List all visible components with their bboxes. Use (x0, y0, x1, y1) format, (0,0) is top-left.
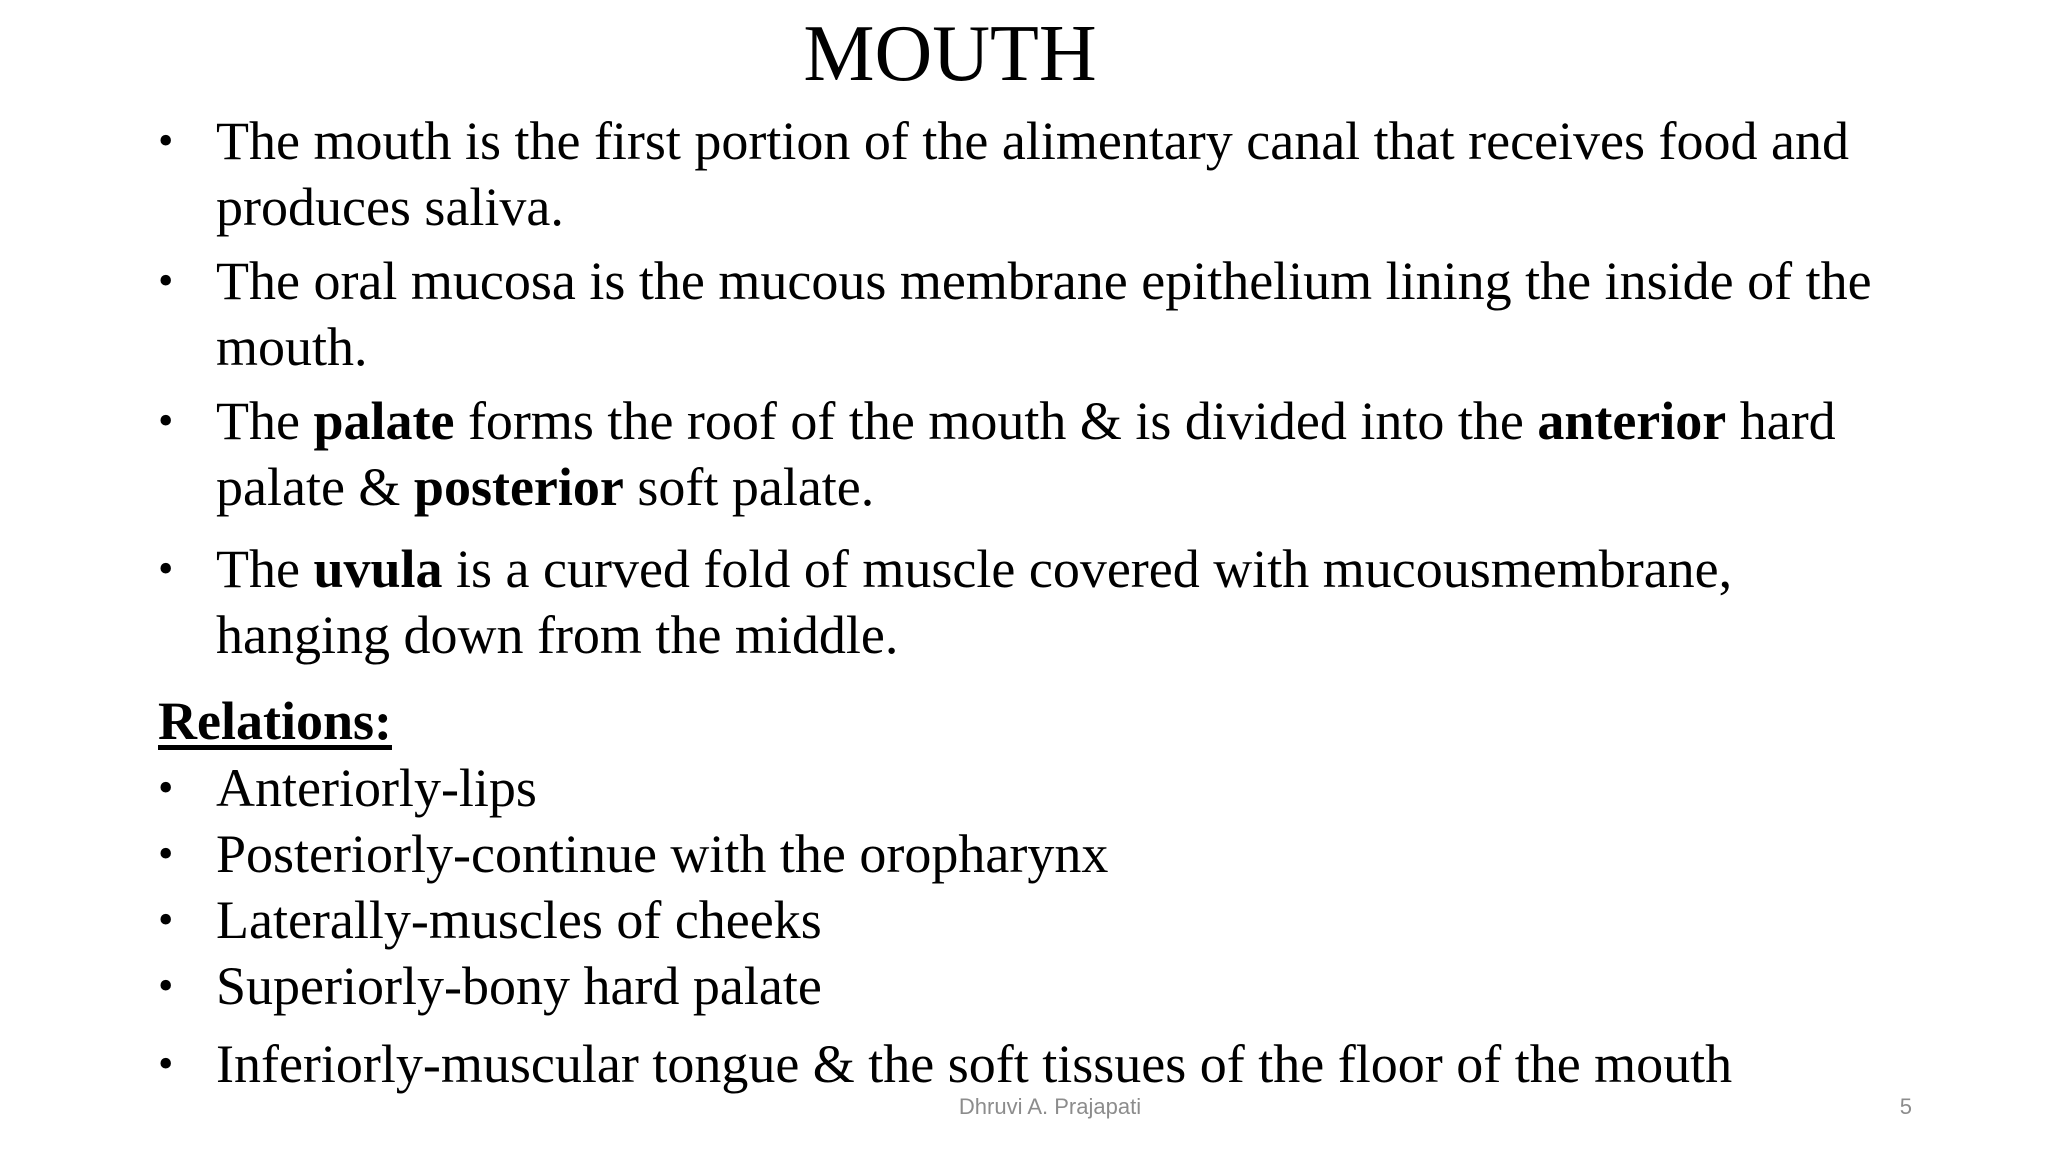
relations-list (158, 755, 1918, 1097)
bullet-text: The uvula is a curved fold of muscle covered with mucousmembrane, hanging down from the middle. (216, 539, 1733, 665)
relation-text: Laterally-muscles of cheeks (216, 890, 822, 950)
main-bullet-list (158, 108, 1918, 676)
relation-item (158, 953, 1918, 1019)
bullet-dot: • (158, 544, 174, 593)
bullet-text: The mouth is the first portion of the alimentary canal that receives food and produces saliva. (216, 111, 1849, 237)
bullet-dot: • (158, 829, 174, 878)
bullet-item (158, 108, 1918, 240)
relation-item (158, 1031, 1918, 1097)
bullet-item (158, 388, 1918, 520)
bold-term: posterior (413, 457, 624, 517)
relation-text: Inferiorly-muscular tongue & the soft tissues of the floor of the mouth (216, 1034, 1733, 1094)
bullet-item (158, 536, 1918, 668)
bullet-item (158, 248, 1918, 380)
bold-term: uvula (313, 539, 443, 599)
bullet-dot: • (158, 256, 174, 305)
relation-item (158, 887, 1918, 953)
relation-text: Superiorly-bony hard palate (216, 956, 822, 1016)
bullet-dot: • (158, 116, 174, 165)
relation-item (158, 821, 1918, 887)
bullet-dot: • (158, 396, 174, 445)
bold-term: palate (313, 391, 455, 451)
bullet-text: The oral mucosa is the mucous membrane epithelium lining the inside of the mouth. (216, 251, 1872, 377)
footer-author: Dhruvi A. Prajapati (958, 1094, 1142, 1119)
bullet-text: The palate forms the roof of the mouth & is divided into the anterior hard palate & posterior soft palate. (216, 391, 1836, 517)
relation-item (158, 755, 1918, 821)
page-number: 5 (1899, 1094, 1912, 1119)
relation-text: Anteriorly-lips (216, 758, 537, 818)
bullet-dot: • (158, 961, 174, 1010)
relations-heading: Relations: (158, 691, 392, 751)
slide-title: MOUTH (803, 10, 1097, 98)
bullet-dot: • (158, 1039, 174, 1088)
bold-term: anterior (1537, 391, 1727, 451)
bullet-dot: • (158, 763, 174, 812)
bullet-dot: • (158, 895, 174, 944)
relation-text: Posteriorly-continue with the oropharynx (216, 824, 1109, 884)
